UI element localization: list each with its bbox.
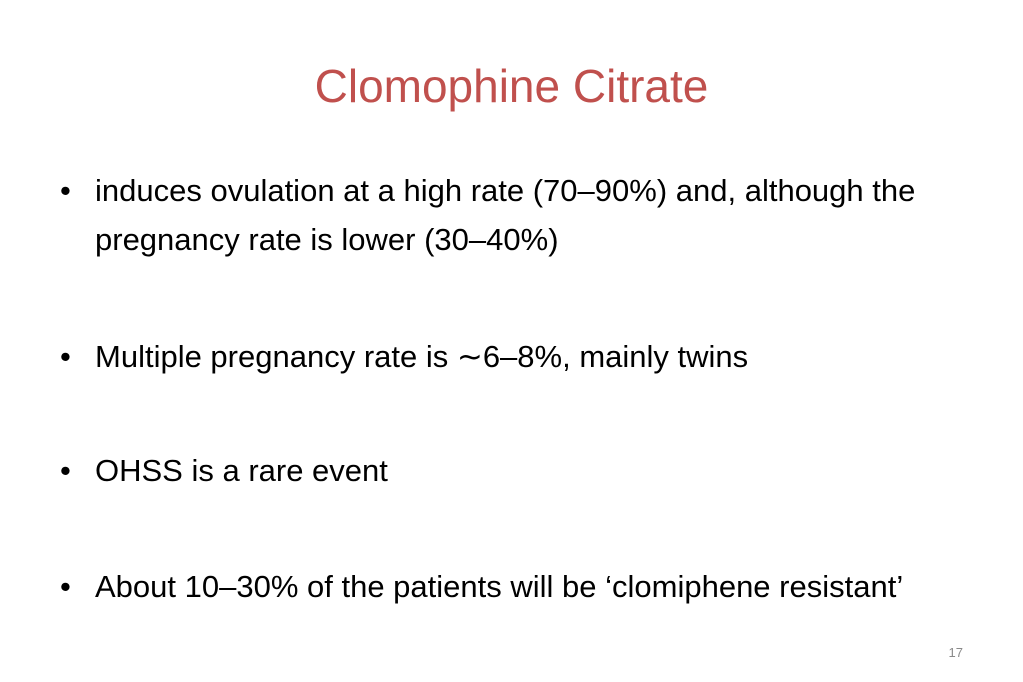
bullet-item — [60, 166, 940, 264]
bullet-icon: • — [60, 339, 71, 374]
slide-title: Clomophine Citrate — [314, 60, 709, 112]
bullet-text: OHSS is a rare event — [95, 453, 388, 488]
bullet-icon: • — [60, 569, 71, 604]
bullet-item — [60, 446, 940, 495]
bullet-text: Multiple pregnancy rate is ∼6–8%, mainly twins — [95, 339, 749, 374]
bullet-icon: • — [60, 173, 71, 208]
bullet-text: induces ovulation at a high rate (70–90%) and, although the pregnancy rate is lower (30–40%) — [95, 173, 916, 257]
bullet-text: About 10–30% of the patients will be ‘clomiphene resistant’ — [95, 569, 904, 604]
bullet-item — [60, 332, 940, 381]
bullet-item — [60, 562, 940, 611]
slide-number: 17 — [948, 645, 963, 660]
bullet-icon: • — [60, 453, 71, 488]
